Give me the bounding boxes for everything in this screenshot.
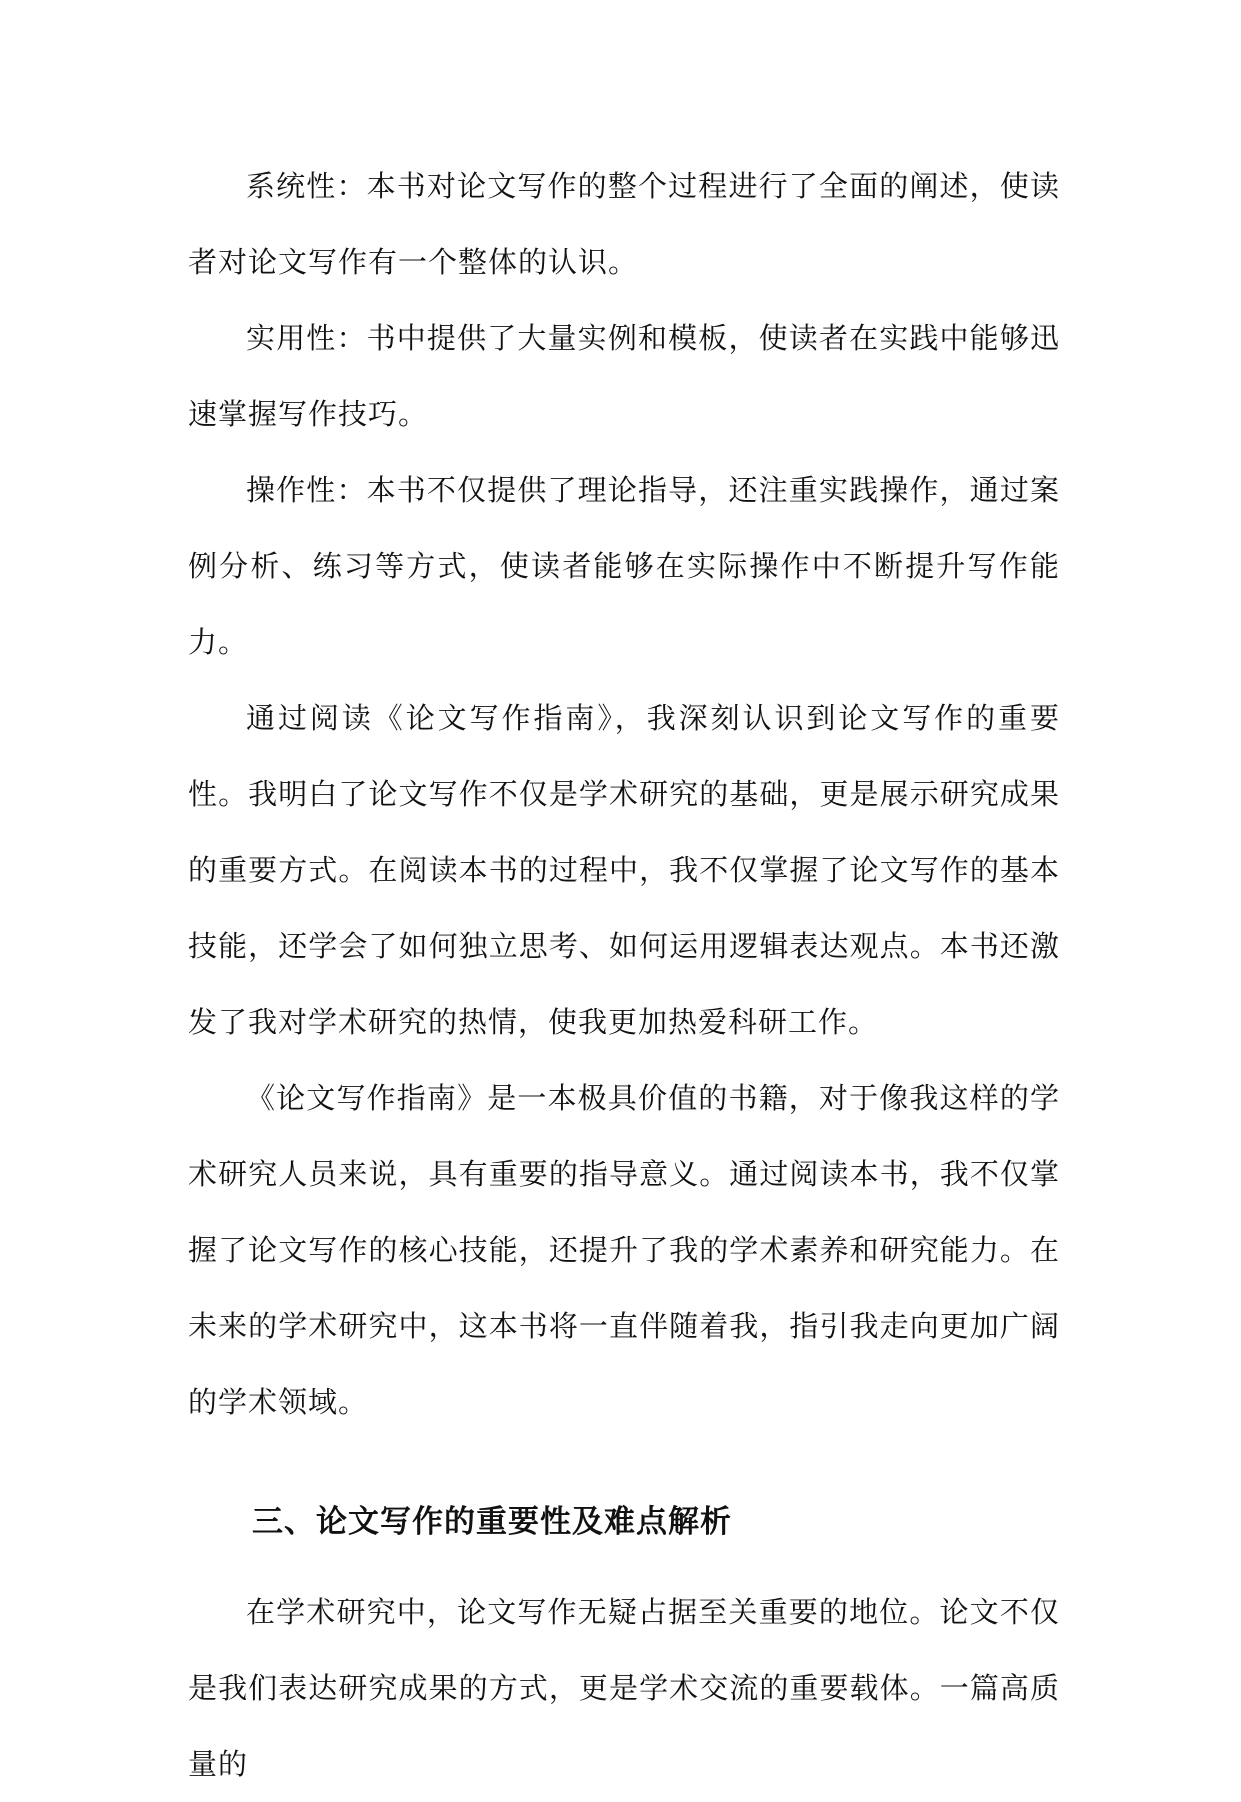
paragraph-book-value: 《论文写作指南》是一本极具价值的书籍，对于像我这样的学术研究人员来说，具有重要的指导意义。通过阅读本书，我不仅掌握了论文写作的核心技能，还提升了我的学术素养和研究能力。在未来的学术研究中，这本书将一直伴随着我，指引我走向更加广阔的学术领域。 bbox=[188, 1081, 1060, 1419]
document-body bbox=[188, 148, 1060, 1802]
paragraph-operational: 操作性：本书不仅提供了理论指导，还注重实践操作，通过案例分析、练习等方式，使读者能够在实际操作中不断提升写作能力。 bbox=[188, 473, 1060, 659]
paragraph-practical: 实用性：书中提供了大量实例和模板，使读者在实践中能够迅速掌握写作技巧。 bbox=[188, 321, 1060, 431]
paragraph-section-intro: 在学术研究中，论文写作无疑占据至关重要的地位。论文不仅是我们表达研究成果的方式，更是学术交流的重要载体。一篇高质量的 bbox=[188, 1595, 1060, 1781]
section-heading: 三、论文写作的重要性及难点解析 bbox=[252, 1504, 732, 1540]
paragraph-systematic: 系统性：本书对论文写作的整个过程进行了全面的阐述，使读者对论文写作有一个整体的认识。 bbox=[188, 169, 1060, 279]
paragraph-reading-reflection: 通过阅读《论文写作指南》，我深刻认识到论文写作的重要性。我明白了论文写作不仅是学术研究的基础，更是展示研究成果的重要方式。在阅读本书的过程中，我不仅掌握了论文写作的基本技能，还学会了如何独立思考、如何运用逻辑表达观点。本书还激发了我对学术研究的热情，使我更加热爱科研工作。 bbox=[188, 701, 1060, 1039]
